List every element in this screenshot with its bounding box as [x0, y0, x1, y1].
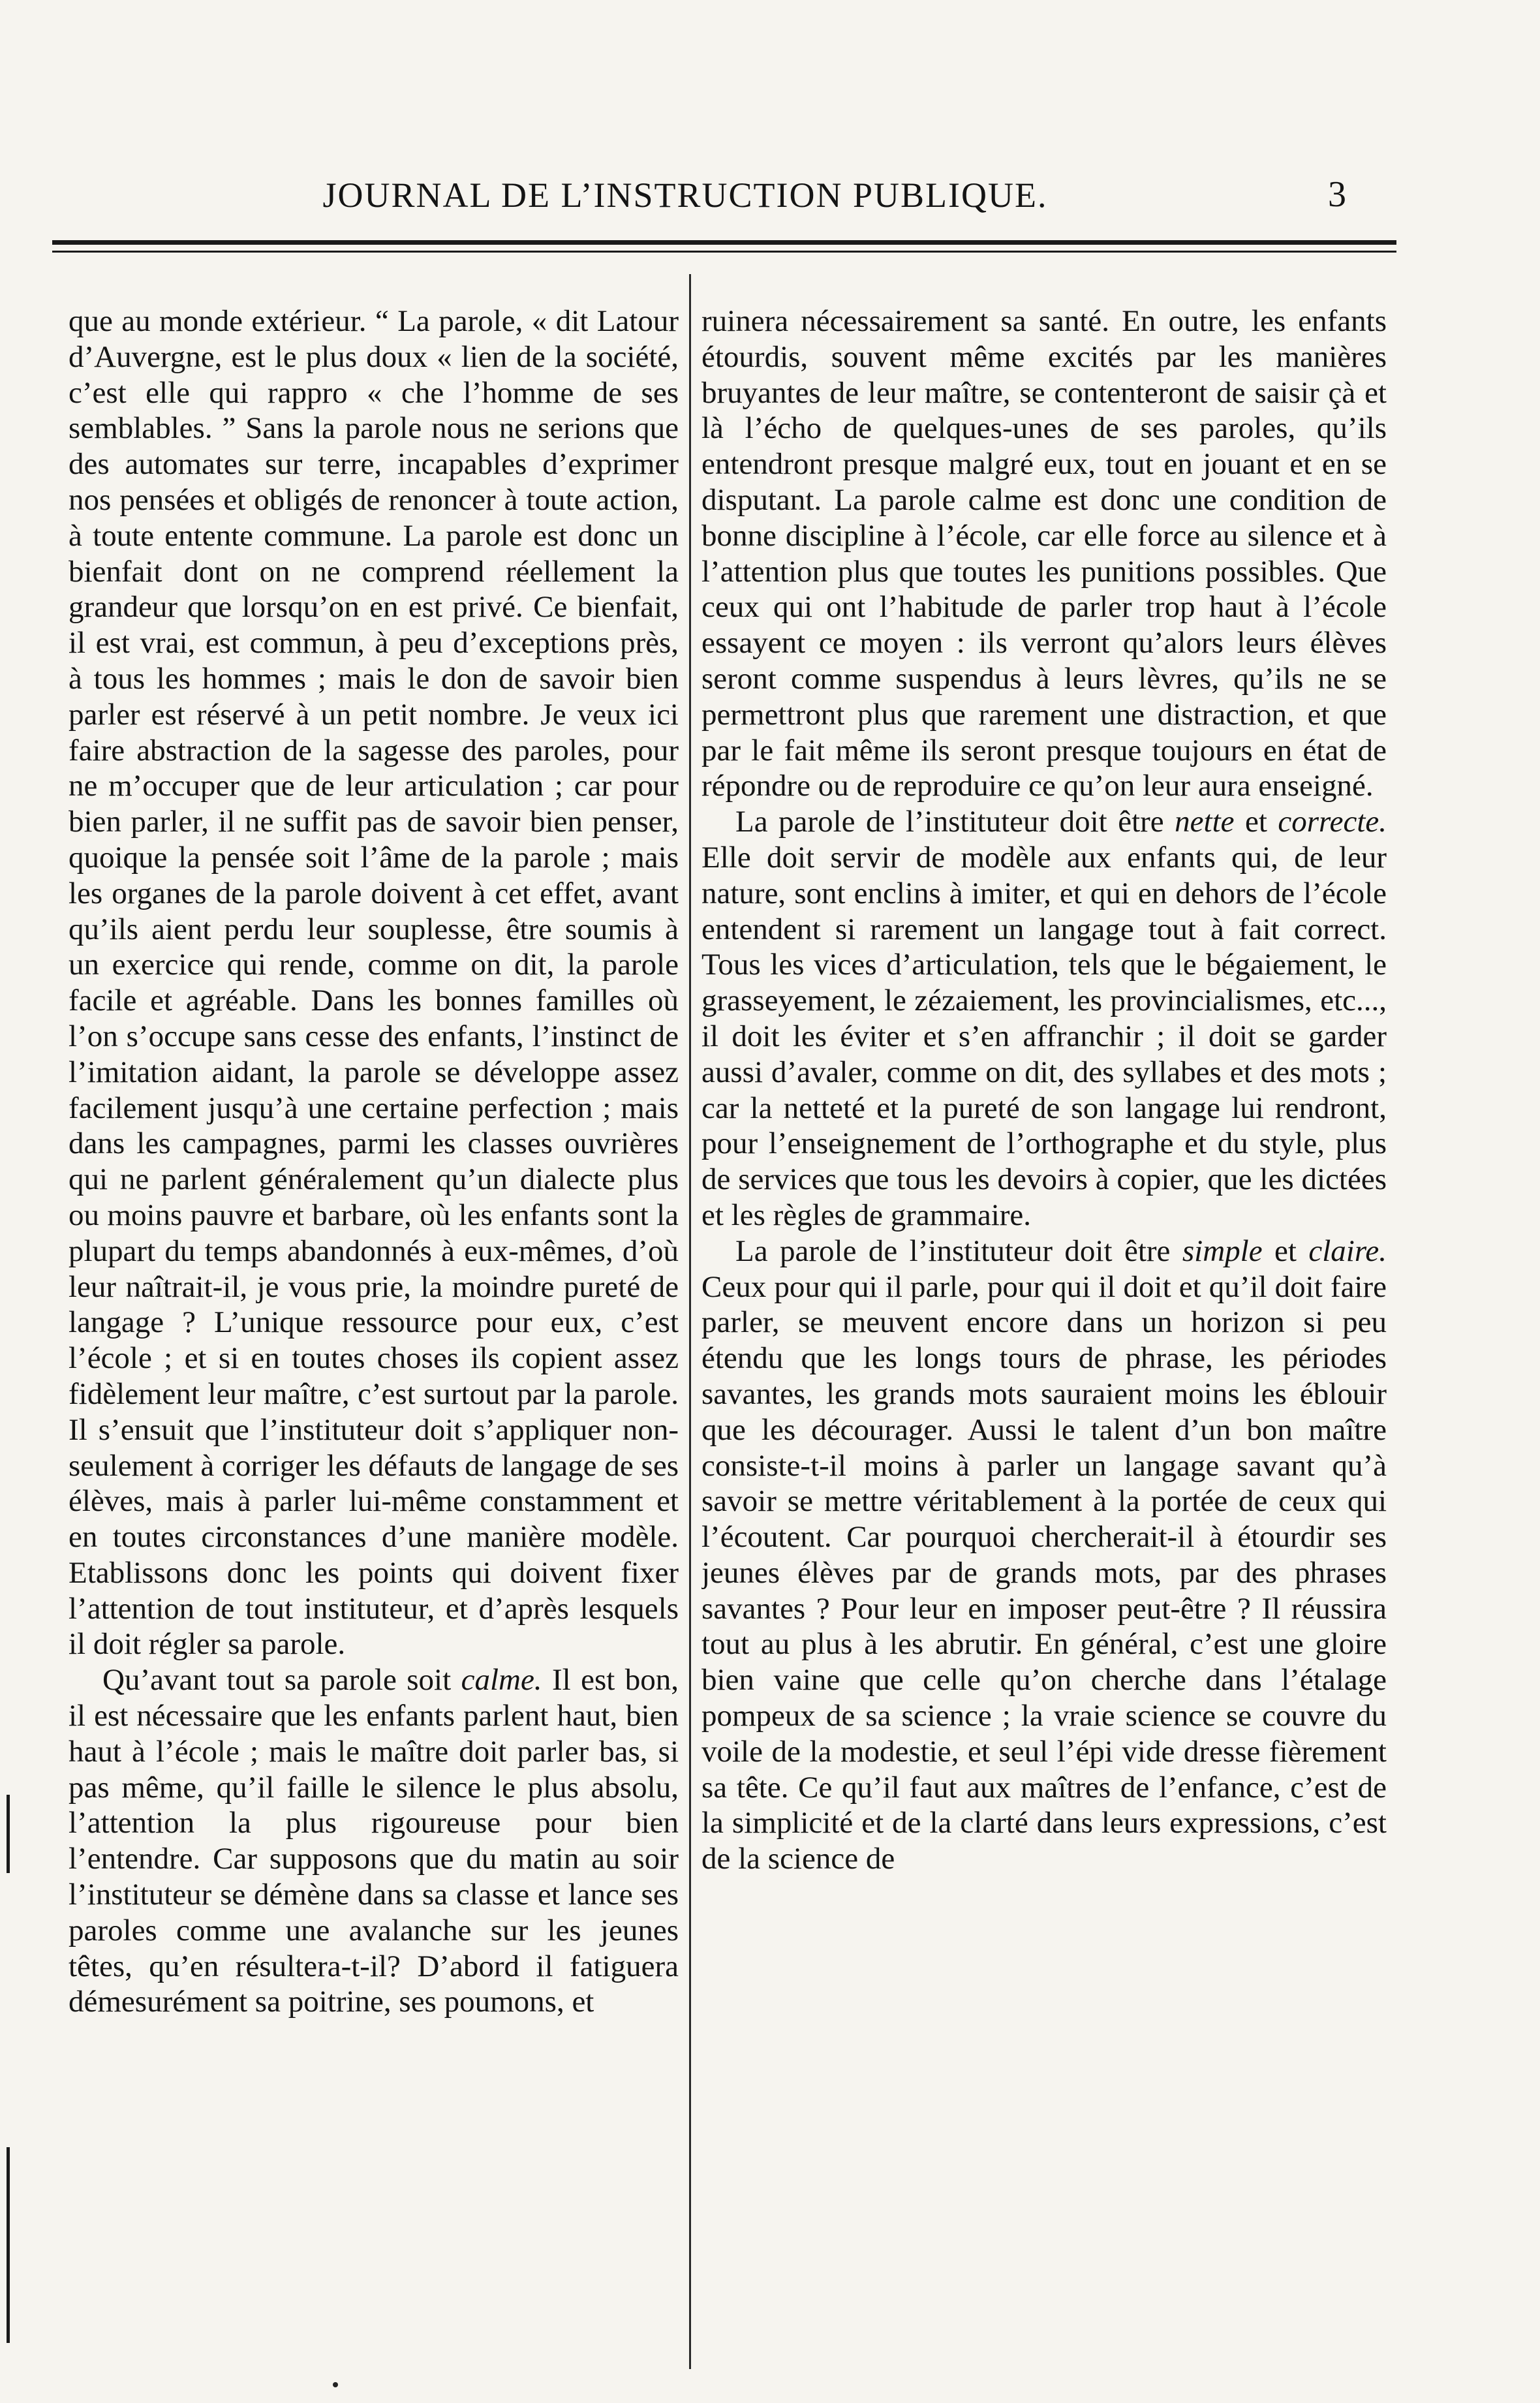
page-number: 3 [1328, 174, 1346, 215]
column-divider [689, 274, 691, 2369]
text-run: Ceux pour qui il parle, pour qui il doit et qu’il doit faire parler, se meuvent encore dans un horizon si peu étendu que les longs tours de phrase, les périodes savantes, les grands mots sauraient moins les éblouir que les décourager. Aussi le talent d’un bon maître consiste-t-il moins à parler un langage savant qu’à savoir se mettre véritablement à la portée de ceux qui l’écoutent. Car pourquoi chercherait-il à étourdir ses jeunes élèves par de grands mots, par des phrases savantes ? Pour leur en imposer peut-être ? Il réussira tout au plus à les abrutir. En général, c’est une gloire bien vaine que celle qu’on cherche dans l’étalage pompeux de sa science ; la vraie science se couvre du voile de la modestie, et seul l’épi vide dresse fièrement sa tête. Ce qu’il faut aux maîtres de l’enfance, c’est de la simplicité et de la clarté dans leurs expressions, c’est de la science de [701, 1269, 1387, 1876]
left-column [69, 303, 679, 2366]
italic-term: calme. [461, 1663, 542, 1698]
italic-term: nette [1175, 805, 1235, 839]
text-run: et [1234, 805, 1278, 839]
text-run: Qu’avant tout sa parole soit [102, 1663, 461, 1698]
left-paragraph-1: que au monde extérieur. “ La parole, « dit Latour d’Auvergne, est le plus doux « lien de la société, c’est elle qui rappro « che l’homme de ses semblables. ” Sans la parole nous ne serions que des automates sur terre, incapables d’exprimer nos pensées et obligés de renoncer à toute action, à toute entente commune. La parole est donc un bienfait dont on ne comprend réellement la grandeur que lorsqu’on en est privé. Ce bienfait, il est vrai, est commun, à peu d’exceptions près, à tous les hommes ; mais le don de savoir bien parler est réservé à un petit nombre. Je veux ici faire abstraction de la sagesse des paroles, pour ne m’occuper que de leur articulation ; car pour bien parler, il ne suffit pas de savoir bien penser, quoique la pensée soit l’âme de la parole ; mais les organes de la parole doivent à cet effet, avant qu’ils aient perdu leur souplesse, être soumis à un exercice qui rende, comme on dit, la parole facile et agréable. Dans les bonnes familles où l’on s’occupe sans cesse des enfants, l’instinct de l’imitation aidant, la parole se développe assez facilement jusqu’à une certaine perfection ; mais dans les campagnes, parmi les classes ouvrières qui ne parlent généralement qu’un dialecte plus ou moins pauvre et barbare, où les enfants sont la plupart du temps abandonnés à eux-mêmes, d’où leur naîtrait-il, je vous prie, la moindre pureté de langage ? L’unique ressource pour eux, c’est l’école ; et si en toutes choses ils copient assez fidèlement leur maître, c’est surtout par la parole. Il s’ensuit que l’instituteur doit s’appliquer non-seulement à corriger les défauts de langage de ses élèves, mais à parler lui-même constamment et en toutes circonstances d’une manière modèle. Etablissons donc les points qui doivent fixer l’attention de tout instituteur, et d’après lesquels il doit régler sa parole. [69, 304, 679, 1662]
text-run: La parole de l’instituteur doit être [735, 1233, 1182, 1268]
text-run: Il est bon, il est nécessaire que les enfants parlent haut, bien haut à l’école ; mais le maître doit parler bas, si pas même, qu’il faille le silence le plus absolu, l’attention la plus rigoureuse pour bien l’entendre. Car supposons que du matin au soir l’instituteur se démène dans sa classe et lance ses paroles comme une avalanche sur les jeunes têtes, qu’en résultera-t-il? D’abord il fatiguera démesurément sa poitrine, ses poumons, et [69, 1663, 679, 2019]
italic-term: correcte. [1278, 805, 1387, 839]
ink-dot [333, 2382, 338, 2387]
left-paragraph-2 [69, 1662, 679, 2020]
right-column [701, 303, 1387, 2366]
header-rule-thin [52, 251, 1396, 253]
text-run: Elle doit servir de modèle aux enfants qui, de leur nature, sont enclins à imiter, et qui en dehors de l’école entendent si rarement un langage tout à fait correct. Tous les vices d’articulation, tels que le bégaiement, le grasseyement, le zézaiement, les provincialismes, etc..., il doit les éviter et s’en affranchir ; il doit se garder aussi d’avaler, comme on dit, des syllabes et des mots ; car la netteté et la pureté de son langage lui rendront, pour l’enseignement de l’orthographe et du style, plus de services que tous les devoirs à copier, que les dictées et les règles de grammaire. [701, 840, 1387, 1232]
margin-mark [7, 2147, 10, 2343]
right-paragraph-1: ruinera nécessairement sa santé. En outre, les enfants étourdis, souvent même excités par les manières bruyantes de leur maître, se contenteront de saisir çà et là l’écho de quelques-unes de ses paroles, qu’ils entendront presque malgré eux, tout en jouant et en se disputant. La parole calme est donc une condition de bonne discipline à l’école, car elle force au silence et à l’attention plus que toutes les punitions possibles. Que ceux qui ont l’habitude de parler trop haut à l’école essayent ce moyen : ils verront qu’alors leurs élèves seront comme suspendus à leurs lèvres, qu’ils ne se permettront plus que rarement une distraction, et que par le fait même ils seront presque toujours en état de répondre ou de reproduire ce qu’on leur aura enseigné. [701, 304, 1387, 803]
running-title: JOURNAL DE L’INSTRUCTION PUBLIQUE. [322, 176, 1048, 215]
italic-term: claire. [1308, 1233, 1387, 1268]
italic-term: simple [1182, 1233, 1263, 1268]
right-paragraph-3 [701, 1233, 1387, 1877]
header-rule-thick [52, 240, 1396, 245]
text-run: La parole de l’instituteur doit être [735, 805, 1175, 839]
margin-mark [7, 1795, 10, 1873]
text-run: et [1262, 1233, 1309, 1268]
right-paragraph-2 [701, 804, 1387, 1233]
